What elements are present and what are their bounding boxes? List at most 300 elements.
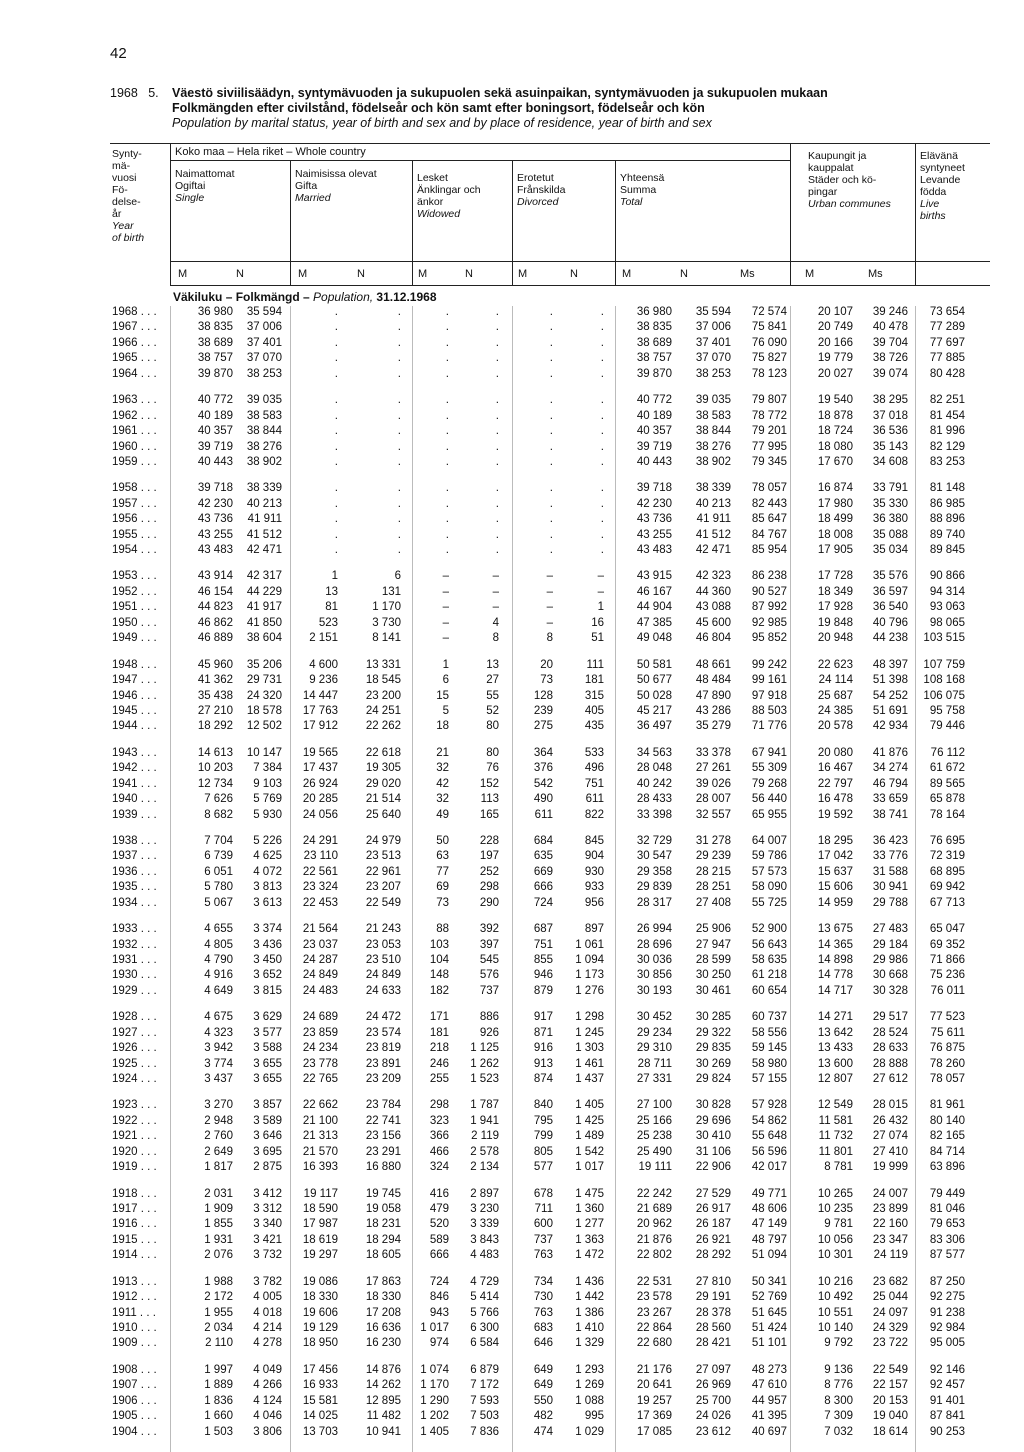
table-cell: 75 611: [930, 1026, 965, 1039]
table-cell: 40 772: [197, 394, 233, 407]
table-cell: –: [442, 632, 449, 645]
table-cell: 4 649: [204, 984, 233, 997]
table-cell: .: [600, 455, 604, 468]
table-cell: 1 293: [575, 1363, 604, 1376]
row-year: 1958 . . .: [112, 482, 157, 495]
table-cell: –: [492, 585, 499, 598]
table-cell: 65 047: [929, 923, 965, 936]
table-cell: 76 112: [930, 746, 965, 759]
table-cell: 68 895: [929, 865, 965, 878]
table-cell: 1 475: [575, 1187, 604, 1200]
table-cell: 795: [533, 1114, 553, 1127]
table-cell: 48 797: [751, 1233, 787, 1246]
table-cell: 1 489: [575, 1130, 604, 1143]
table-cell: 77 523: [929, 1011, 965, 1024]
table-cell: 26 969: [695, 1379, 731, 1392]
table-cell: 9 792: [824, 1337, 853, 1350]
table-cell: 4 655: [204, 923, 233, 936]
table-cell: .: [600, 394, 604, 407]
table-cell: 65 955: [751, 808, 787, 821]
row-year: 1945 . . .: [112, 704, 157, 717]
row-year: 1929 . . .: [112, 984, 157, 997]
table-cell: 24 114: [818, 674, 853, 687]
table-cell: 19 848: [817, 616, 853, 629]
table-cell: 14 613: [197, 746, 233, 759]
table-cell: 26 994: [636, 923, 672, 936]
table-cell: 23 819: [365, 1042, 401, 1055]
table-cell: 38 604: [246, 632, 282, 645]
table-cell: 3 339: [470, 1218, 499, 1231]
table-cell: 29 184: [872, 938, 908, 951]
table-cell: 18 292: [197, 720, 233, 733]
row-year: 1955 . . .: [112, 528, 157, 541]
row-year: 1946 . . .: [112, 689, 157, 702]
table-cell: 5: [442, 704, 449, 717]
table-cell: 576: [479, 969, 499, 982]
table-cell: .: [334, 513, 338, 526]
table-cell: 36 540: [872, 601, 908, 614]
table-cell: 13 675: [817, 923, 853, 936]
table-cell: 14 262: [365, 1379, 401, 1392]
table-cell: –: [442, 585, 449, 598]
table-cell: .: [549, 352, 553, 365]
table-cell: 17 437: [302, 762, 338, 775]
table-cell: 14 717: [817, 984, 853, 997]
table-cell: 35 576: [872, 570, 908, 583]
table-cell: 16: [591, 616, 604, 629]
table-cell: –: [546, 601, 553, 614]
table-cell: 30 285: [695, 1011, 731, 1024]
table-cell: 24 119: [873, 1249, 908, 1262]
table-cell: 10 140: [817, 1322, 853, 1334]
table-cell: 466: [429, 1145, 449, 1158]
table-cell: 6 584: [470, 1337, 499, 1350]
table-cell: 14 025: [302, 1410, 338, 1423]
table-cell: .: [600, 306, 604, 318]
table-cell: 24 291: [302, 834, 338, 847]
table-cell: .: [600, 321, 604, 334]
table-cell: 42 230: [636, 497, 672, 510]
table-cell: 38 583: [695, 409, 731, 422]
table-cell: 2 031: [204, 1187, 233, 1200]
table-cell: 15: [436, 689, 449, 702]
unit-label: N: [570, 268, 578, 280]
table-cell: 8 682: [204, 808, 233, 821]
table-cell: 678: [533, 1187, 553, 1200]
table-cell: 11 581: [818, 1114, 853, 1127]
table-cell: 32: [436, 762, 449, 775]
table-cell: .: [600, 425, 604, 438]
table-cell: 38 689: [197, 336, 233, 349]
table-cell: 255: [429, 1073, 449, 1085]
table-cell: 76: [486, 762, 499, 775]
table-cell: 5 226: [253, 834, 282, 847]
table-cell: 41 395: [751, 1410, 787, 1423]
table-cell: 4 124: [253, 1394, 282, 1407]
table-cell: 4 625: [253, 850, 282, 863]
table-cell: 39 074: [872, 367, 908, 380]
table-cell: 542: [533, 777, 553, 790]
unit-label: M: [518, 268, 528, 280]
table-cell: 1 017: [420, 1322, 449, 1334]
table-cell: 3 843: [470, 1233, 499, 1246]
table-cell: 28 711: [637, 1057, 672, 1070]
table-cell: 29 824: [695, 1073, 731, 1085]
table-cell: .: [495, 455, 499, 468]
table-cell: 1 817: [204, 1161, 233, 1174]
table-cell: 16 636: [365, 1322, 401, 1334]
table-cell: 17 369: [636, 1410, 672, 1423]
table-cell: 21 570: [302, 1145, 338, 1158]
table-cell: 1 855: [204, 1218, 233, 1231]
table-cell: 13 433: [817, 1042, 853, 1055]
table-cell: 80: [486, 720, 499, 733]
table-cell: 4 266: [253, 1379, 282, 1392]
table-cell: 18 295: [817, 834, 853, 847]
table-cell: 4 049: [253, 1363, 282, 1376]
table-cell: 20 962: [636, 1218, 672, 1231]
row-year: 1968 . . .: [112, 306, 157, 318]
table-cell: 666: [533, 881, 553, 894]
row-year: 1963 . . .: [112, 394, 157, 407]
table-cell: 22 242: [636, 1187, 672, 1200]
table-cell: 23 510: [365, 953, 401, 966]
table-cell: 7 503: [470, 1410, 499, 1423]
table-cell: 22 531: [636, 1275, 672, 1288]
table-cell: 40 189: [636, 409, 672, 422]
table-cell: 6: [442, 674, 449, 687]
table-cell: 3 652: [253, 969, 282, 982]
table-cell: 29 839: [636, 881, 672, 894]
table-cell: 25 700: [695, 1394, 731, 1407]
table-cell: 23 859: [302, 1026, 338, 1039]
table-cell: 85 954: [751, 544, 787, 557]
table-cell: 879: [533, 984, 553, 997]
table-cell: 5 780: [204, 881, 233, 894]
table-cell: 19 540: [817, 394, 853, 407]
table-cell: 252: [479, 865, 499, 878]
table-cell: 10 216: [817, 1275, 853, 1288]
table-cell: 10 056: [817, 1233, 853, 1246]
table-cell: 69 352: [929, 938, 965, 951]
table-cell: 97 918: [751, 689, 787, 702]
table-cell: 58 556: [751, 1026, 787, 1039]
table-cell: 18 349: [817, 585, 853, 598]
row-year: 1915 . . .: [112, 1233, 157, 1246]
table-cell: 32 729: [636, 834, 672, 847]
table-cell: .: [397, 544, 401, 557]
table-cell: 9 236: [309, 674, 338, 687]
table-cell: .: [445, 497, 449, 510]
table-cell: 13: [486, 658, 499, 671]
table-cell: 14 365: [817, 938, 853, 951]
table-cell: 30 461: [695, 984, 731, 997]
table-cell: 52: [486, 704, 499, 717]
table-cell: 822: [584, 808, 604, 821]
table-cell: 72 574: [751, 306, 787, 318]
table-cell: 20: [540, 658, 553, 671]
table-cell: 29 358: [636, 865, 672, 878]
table-cell: 73 654: [929, 306, 965, 318]
table-cell: 23 324: [302, 881, 338, 894]
row-year: 1906 . . .: [112, 1394, 157, 1407]
table-cell: 22 623: [817, 658, 853, 671]
table-cell: 92 275: [929, 1291, 965, 1304]
table-cell: 9 136: [824, 1363, 853, 1376]
table-cell: 27 097: [695, 1363, 731, 1376]
table-cell: 40 357: [197, 425, 233, 438]
table-cell: 995: [584, 1410, 604, 1423]
table-cell: 23 778: [302, 1057, 338, 1070]
table-cell: 38 902: [246, 455, 282, 468]
table-cell: 40 443: [197, 455, 233, 468]
table-cell: 37 006: [695, 321, 731, 334]
row-year: 1947 . . .: [112, 674, 157, 687]
table-cell: 737: [479, 984, 499, 997]
table-cell: 22 561: [302, 865, 338, 878]
table-cell: 84 767: [751, 528, 787, 541]
table-cell: 298: [479, 881, 499, 894]
unit-label: M: [418, 268, 428, 280]
table-cell: 496: [584, 762, 604, 775]
table-cell: 46 154: [197, 585, 233, 598]
table-cell: .: [495, 394, 499, 407]
table-cell: 364: [533, 746, 553, 759]
row-year: 1953 . . .: [112, 570, 157, 583]
table-cell: .: [495, 440, 499, 453]
table-cell: 239: [533, 704, 553, 717]
row-year: 1914 . . .: [112, 1249, 157, 1262]
table-cell: 81 961: [929, 1099, 965, 1112]
table-cell: 649: [533, 1379, 553, 1392]
table-cell: 18 231: [365, 1218, 401, 1231]
table-cell: .: [334, 306, 338, 318]
table-cell: 79 201: [751, 425, 787, 438]
table-cell: 31 278: [695, 834, 731, 847]
table-cell: 23 207: [365, 881, 401, 894]
table-cell: 35 143: [872, 440, 908, 453]
table-cell: 26 924: [302, 777, 338, 790]
table-cell: 29 191: [695, 1291, 731, 1304]
row-year: 1921 . . .: [112, 1130, 157, 1143]
table-cell: 71 866: [929, 953, 965, 966]
table-cell: 10 265: [817, 1187, 853, 1200]
table-cell: 946: [533, 969, 553, 982]
table-cell: 577: [533, 1161, 553, 1174]
table-cell: 1 088: [575, 1394, 604, 1407]
row-year: 1931 . . .: [112, 953, 157, 966]
table-cell: 35 279: [695, 720, 731, 733]
table-cell: 82 129: [929, 440, 965, 453]
table-cell: 38 757: [197, 352, 233, 365]
table-cell: 1: [597, 601, 604, 614]
table-cell: 39 035: [695, 394, 731, 407]
table-cell: .: [445, 352, 449, 365]
table-cell: 8 300: [824, 1394, 853, 1407]
row-year: 1913 . . .: [112, 1275, 157, 1288]
table-cell: 22 961: [365, 865, 401, 878]
table-cell: 14 271: [817, 1011, 853, 1024]
table-cell: 73: [436, 896, 449, 909]
table-cell: 46 794: [872, 777, 908, 790]
table-cell: 48 606: [751, 1202, 787, 1215]
row-year: 1918 . . .: [112, 1187, 157, 1200]
table-cell: 1 787: [470, 1099, 499, 1112]
table-cell: .: [445, 367, 449, 380]
table-cell: 1 277: [575, 1218, 604, 1231]
row-year: 1920 . . .: [112, 1145, 157, 1158]
table-cell: 51 094: [751, 1249, 787, 1262]
table-cell: 17 085: [636, 1425, 672, 1438]
row-year: 1935 . . .: [112, 881, 157, 894]
table-cell: 6 739: [204, 850, 233, 863]
rule: [412, 160, 413, 285]
table-cell: 95 852: [751, 632, 787, 645]
table-cell: –: [492, 570, 499, 583]
table-cell: 28 215: [695, 865, 731, 878]
row-year: 1905 . . .: [112, 1410, 157, 1423]
table-cell: 81 148: [929, 482, 965, 495]
table-cell: 40 213: [246, 497, 282, 510]
table-cell: 23 291: [365, 1145, 401, 1158]
table-cell: 24 320: [246, 689, 282, 702]
table-cell: 17 763: [302, 704, 338, 717]
table-cell: 323: [429, 1114, 449, 1127]
table-cell: 38 835: [197, 321, 233, 334]
table-cell: 36 597: [872, 585, 908, 598]
table-cell: 181: [429, 1026, 449, 1039]
row-year: 1965 . . .: [112, 352, 157, 365]
table-cell: 17 980: [817, 497, 853, 510]
table-cell: 711: [534, 1202, 553, 1215]
title-english: Population by marital status, year of birth and sex and by place of residence, year of birth and sex: [172, 116, 712, 130]
table-cell: 39 718: [197, 482, 233, 495]
table-cell: 43 915: [636, 570, 672, 583]
table-cell: 28 524: [872, 1026, 908, 1039]
table-cell: 10 235: [817, 1202, 853, 1215]
table-cell: 22 680: [636, 1337, 672, 1350]
table-cell: 24 979: [365, 834, 401, 847]
table-cell: –: [442, 570, 449, 583]
table-cell: 30 856: [636, 969, 672, 982]
table-cell: 15 606: [817, 881, 853, 894]
table-cell: 635: [533, 850, 553, 863]
table-cell: 30 547: [636, 850, 672, 863]
table-cell: 3 340: [253, 1218, 282, 1231]
table-cell: 91 401: [929, 1394, 965, 1407]
table-cell: 22 157: [872, 1379, 908, 1392]
table-cell: 79 345: [751, 455, 787, 468]
table-cell: 39 035: [246, 394, 282, 407]
table-cell: 27 947: [695, 938, 731, 951]
table-cell: 46 889: [197, 632, 233, 645]
table-cell: 10 301: [817, 1249, 853, 1262]
table-cell: 19 779: [817, 352, 853, 365]
table-cell: 26 187: [695, 1218, 731, 1231]
table-cell: 24 251: [365, 704, 401, 717]
table-cell: 15 637: [817, 865, 853, 878]
table-cell: 14 898: [817, 953, 853, 966]
table-cell: 10 147: [246, 746, 282, 759]
table-cell: .: [334, 425, 338, 438]
table-cell: 26 917: [695, 1202, 731, 1215]
table-cell: 12 895: [365, 1394, 401, 1407]
table-cell: 21 689: [636, 1202, 672, 1215]
table-cell: 28 560: [695, 1322, 731, 1334]
table-cell: 4: [492, 616, 499, 629]
table-cell: .: [495, 336, 499, 349]
table-cell: 3 655: [253, 1057, 282, 1070]
table-cell: 13 642: [817, 1026, 853, 1039]
table-cell: 59 145: [751, 1042, 787, 1055]
table-cell: 165: [479, 808, 499, 821]
table-cell: 2 578: [470, 1145, 499, 1158]
table-cell: 42 934: [872, 720, 908, 733]
table-cell: 23 722: [872, 1337, 908, 1350]
table-cell: 666: [429, 1249, 449, 1262]
table-cell: 1 269: [575, 1379, 604, 1392]
table-cell: 2 134: [470, 1161, 499, 1174]
table-cell: 88 896: [929, 513, 965, 526]
table-cell: 799: [533, 1130, 553, 1143]
table-cell: 28 317: [636, 896, 672, 909]
table-cell: 3 774: [204, 1057, 233, 1070]
column-separator: [615, 306, 616, 1452]
table-cell: 38 583: [246, 409, 282, 422]
table-cell: 44 360: [695, 585, 731, 598]
table-cell: –: [597, 570, 604, 583]
row-year: 1927 . . .: [112, 1026, 157, 1039]
table-cell: 58 980: [751, 1057, 787, 1070]
table-cell: 38 689: [636, 336, 672, 349]
table-cell: 152: [479, 777, 499, 790]
table-cell: .: [495, 321, 499, 334]
table-cell: 41 911: [696, 513, 731, 526]
table-cell: 36 980: [636, 306, 672, 318]
row-year: 1926 . . .: [112, 1042, 157, 1055]
table-cell: 19 999: [872, 1161, 908, 1174]
table-cell: .: [600, 367, 604, 380]
table-cell: 99 161: [751, 674, 787, 687]
table-cell: 20 948: [817, 632, 853, 645]
table-cell: 36 497: [636, 720, 672, 733]
table-cell: 78 057: [929, 1073, 965, 1085]
table-cell: 55 648: [751, 1130, 787, 1143]
table-cell: .: [397, 425, 401, 438]
table-cell: 1 442: [575, 1291, 604, 1304]
table-cell: 75 827: [751, 352, 787, 365]
table-cell: 35 330: [872, 497, 908, 510]
row-year: 1943 . . .: [112, 746, 157, 759]
table-cell: .: [334, 394, 338, 407]
table-cell: 17 670: [817, 455, 853, 468]
table-cell: 78 164: [929, 808, 965, 821]
table-cell: 25 044: [872, 1291, 908, 1304]
table-cell: 22 906: [695, 1161, 731, 1174]
table-cell: 4 675: [204, 1011, 233, 1024]
table-cell: 3 857: [253, 1099, 282, 1112]
row-year: 1956 . . .: [112, 513, 157, 526]
table-cell: 18 330: [302, 1291, 338, 1304]
table-cell: .: [549, 336, 553, 349]
table-cell: 36 536: [872, 425, 908, 438]
table-cell: 33 398: [636, 808, 672, 821]
table-cell: 22 549: [365, 896, 401, 909]
table-cell: 43 483: [197, 544, 233, 557]
table-cell: 1 125: [470, 1042, 499, 1055]
table-cell: 15 581: [302, 1394, 338, 1407]
table-cell: 19 592: [817, 808, 853, 821]
